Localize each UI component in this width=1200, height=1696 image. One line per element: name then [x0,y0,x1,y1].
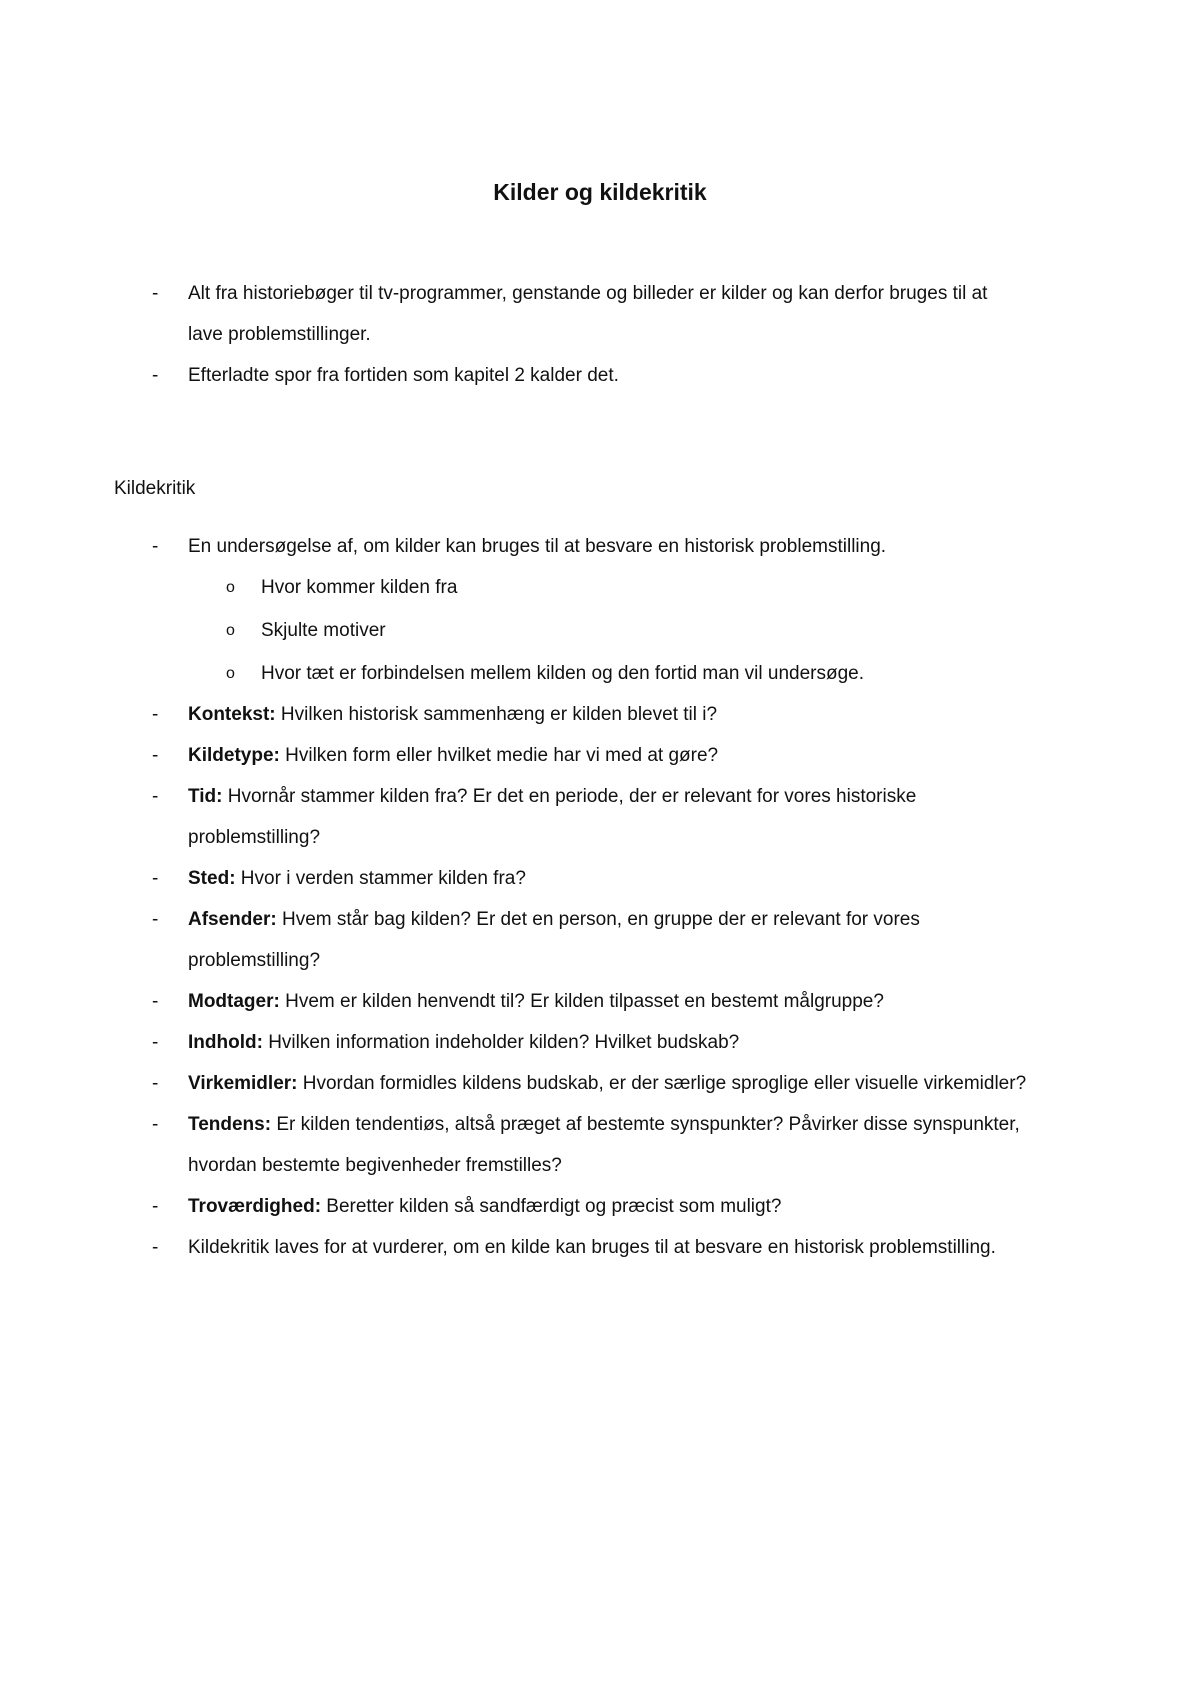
section-heading-text: Kildekritik [114,478,196,499]
criterion-term: Kildetype [188,745,274,766]
circle-bullet: o [226,579,235,596]
dash-bullet: - [152,991,159,1012]
dash-bullet: - [152,283,159,304]
criterion-term: Kontekst [188,704,270,725]
criterion-term: Indhold [188,1032,257,1053]
dash-bullet: - [152,745,159,766]
circle-bullet: o [226,665,235,682]
conclusion-item [0,1233,1200,1263]
dash-bullet: - [152,1114,159,1135]
dash-bullet: - [152,868,159,889]
dash-bullet: - [152,1032,159,1053]
criterion-text: Hvornår stammer kilden fra? Er det en periode, der er relevant for vores historiske [227,786,917,807]
criterion-text: Hvilken form eller hvilket medie har vi med at gøre? [285,745,719,766]
criterion-afsender: - Afsender: Hvem står bag kilden? Er det en person, en gruppe der er relevant for vores [0,905,1200,935]
criterion-modtager: - Modtager: Hvem er kilden henvendt til? Er kilden tilpasset en bestemt målgruppe? [0,987,1200,1017]
section-heading [0,474,1200,504]
criterion-tid: - Tid: Hvornår stammer kilden fra? Er det en periode, der er relevant for vores historiske [0,782,1200,812]
circle-bullet: o [226,622,235,639]
dash-bullet: - [152,704,159,725]
criterion-term: Virkemidler [188,1073,292,1094]
dash-bullet: - [152,1073,159,1094]
criterion-text: Hvor i verden stammer kilden fra? [240,868,526,889]
criterion-trovaerdighed: - Troværdighed: Beretter kilden så sandfærdigt og præcist som muligt? [0,1192,1200,1222]
criterion-kontekst: - Kontekst: Hvilken historisk sammenhæng er kilden blevet til i? [0,700,1200,730]
criterion-tendens: - Tendens: Er kilden tendentiøs, altså præget af bestemte synspunkter? Påvirker disse synspunkter, [0,1110,1200,1140]
criterion-kildetype: - Kildetype: Hvilken form eller hvilket medie har vi med at gøre? [0,741,1200,771]
criterion-text: Hvordan formidles kildens budskab, er der særlige sproglige eller visuelle virkemidler? [302,1073,1027,1094]
criterion-text: problemstilling? [188,827,321,848]
criterion-tid-continuation [0,823,1200,853]
dash-bullet: - [152,1196,159,1217]
criterion-afsender-continuation [0,946,1200,976]
definition-item [0,532,1200,562]
criterion-text: Beretter kilden så sandfærdigt og præcist som muligt? [326,1196,782,1217]
criterion-virkemidler: - Virkemidler: Hvordan formidles kildens budskab, er der særlige sproglige eller visuelle virkemidler? [0,1069,1200,1099]
definition-text: En undersøgelse af, om kilder kan bruges til at besvare en historisk problemstilling. [188,536,887,557]
sub-item-text: Hvor tæt er forbindelsen mellem kilden og den fortid man vil undersøge. [261,663,865,684]
dash-bullet: - [152,1237,159,1258]
intro-text: Efterladte spor fra fortiden som kapitel 2 kalder det. [188,365,619,386]
dash-bullet: - [152,365,159,386]
criterion-text: Hvilken information indeholder kilden? Hvilket budskab? [268,1032,740,1053]
criterion-term: Troværdighed [188,1196,315,1217]
criterion-term: Afsender [188,909,271,930]
criterion-sted: - Sted: Hvor i verden stammer kilden fra? [0,864,1200,894]
sub-item-text: Skjulte motiver [261,620,386,641]
sub-item-text: Hvor kommer kilden fra [261,577,458,598]
criterion-term: Modtager [188,991,274,1012]
sub-item [0,573,1200,603]
criterion-tendens-continuation [0,1151,1200,1181]
intro-item-1-continuation [0,320,1200,350]
document-title: Kilder og kildekritik [493,179,707,205]
criterion-text: hvordan bestemte begivenheder fremstilles? [188,1155,562,1176]
dash-bullet: - [152,909,159,930]
sub-item [0,659,1200,689]
criterion-term: Tid [188,786,217,807]
intro-text: lave problemstillinger. [188,324,371,345]
intro-item-2 [0,361,1200,391]
conclusion-text: Kildekritik laves for at vurderer, om en kilde kan bruges til at besvare en historisk problemstilling. [188,1237,996,1258]
criterion-text: Er kilden tendentiøs, altså præget af bestemte synspunkter? Påvirker disse synspunkter, [276,1114,1020,1135]
criterion-term: Sted [188,868,230,889]
dash-bullet: - [152,536,159,557]
sub-item [0,616,1200,646]
intro-text: Alt fra historiebøger til tv-programmer, genstande og billeder er kilder og kan derfor bruges til at [188,283,988,304]
criterion-term: Tendens [188,1114,265,1135]
criterion-text: Hvem er kilden henvendt til? Er kilden tilpasset en bestemt målgruppe? [285,991,884,1012]
criterion-text: Hvem står bag kilden? Er det en person, en gruppe der er relevant for vores [281,909,920,930]
dash-bullet: - [152,786,159,807]
criterion-indhold: - Indhold: Hvilken information indeholder kilden? Hvilket budskab? [0,1028,1200,1058]
criterion-text: problemstilling? [188,950,321,971]
criterion-text: Hvilken historisk sammenhæng er kilden blevet til i? [280,704,718,725]
intro-item-1 [0,279,1200,309]
